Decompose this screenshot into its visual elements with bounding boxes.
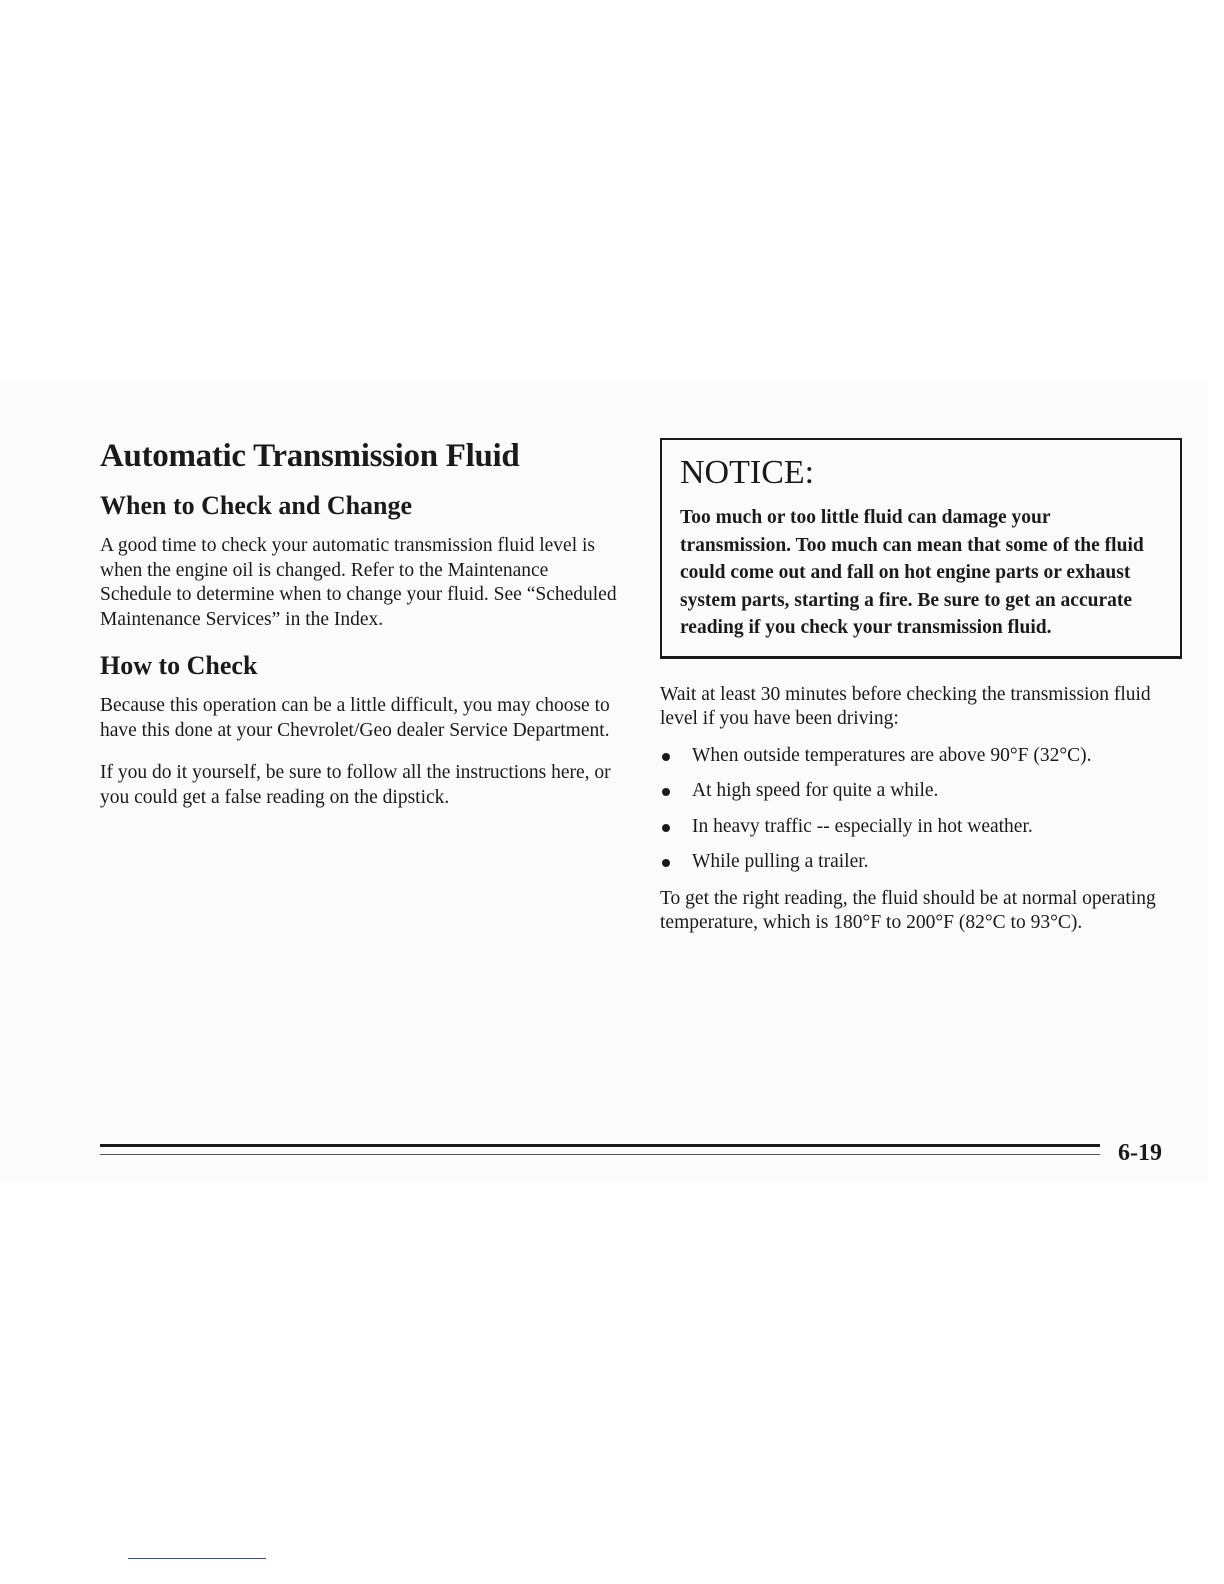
notice-text: Too much or too little fluid can damage your transmission. Too much can mean that some of the fluid could come out and fall on hot engine parts or exhaust system parts, starting a fire. Be sure to get an accurate reading if you check your transmission fluid. — [680, 507, 1144, 638]
list-item-text: In heavy traffic -- especially in hot weather. — [692, 815, 1033, 837]
notice-heading: NOTICE: — [680, 454, 815, 491]
how-to-check-paragraph-1: Because this operation can be a little difficult, you may choose to have this done at your Chevrolet/Geo dealer Service Department. — [100, 695, 610, 741]
footer-rule — [100, 1144, 1100, 1147]
bullet-icon — [662, 753, 670, 761]
list-item — [660, 815, 1180, 840]
footer-rule-thin — [100, 1154, 1100, 1155]
list-item-text: When outside temperatures are above 90°F (32°C). — [692, 744, 1092, 766]
bullet-icon — [662, 859, 670, 867]
page-number: 6-19 — [1118, 1140, 1162, 1166]
bullet-icon — [662, 788, 670, 796]
left-column — [100, 436, 620, 828]
reading-paragraph: To get the right reading, the fluid should be at normal operating temperature, which is 180°F to 200°F (82°C to 93°C). — [660, 887, 1156, 933]
how-to-check-heading: How to Check — [100, 651, 258, 680]
how-to-check-paragraph-2: If you do it yourself, be sure to follow all the instructions here, or you could get a false reading on the dipstick. — [100, 762, 611, 808]
bottom-link-underline — [128, 1558, 266, 1559]
list-item — [660, 850, 1180, 875]
when-to-check-heading: When to Check and Change — [100, 491, 413, 520]
wait-paragraph: Wait at least 30 minutes before checking the transmission fluid level if you have been driving: — [660, 683, 1151, 729]
notice-box — [660, 438, 1182, 659]
condition-list — [660, 744, 1180, 875]
bullet-icon — [662, 824, 670, 832]
section-title: Automatic Transmission Fluid — [100, 438, 520, 474]
list-item-text: At high speed for quite a while. — [692, 780, 939, 801]
when-to-check-paragraph: A good time to check your automatic transmission fluid level is when the engine oil is changed. Refer to the Maintenance Schedule to determine when to change your fluid. See “Scheduled Maintenance Services” in the Index. — [100, 535, 617, 630]
list-item-text: While pulling a trailer. — [692, 851, 869, 872]
right-column — [660, 438, 1180, 954]
list-item — [660, 779, 1180, 804]
list-item — [660, 744, 1180, 769]
